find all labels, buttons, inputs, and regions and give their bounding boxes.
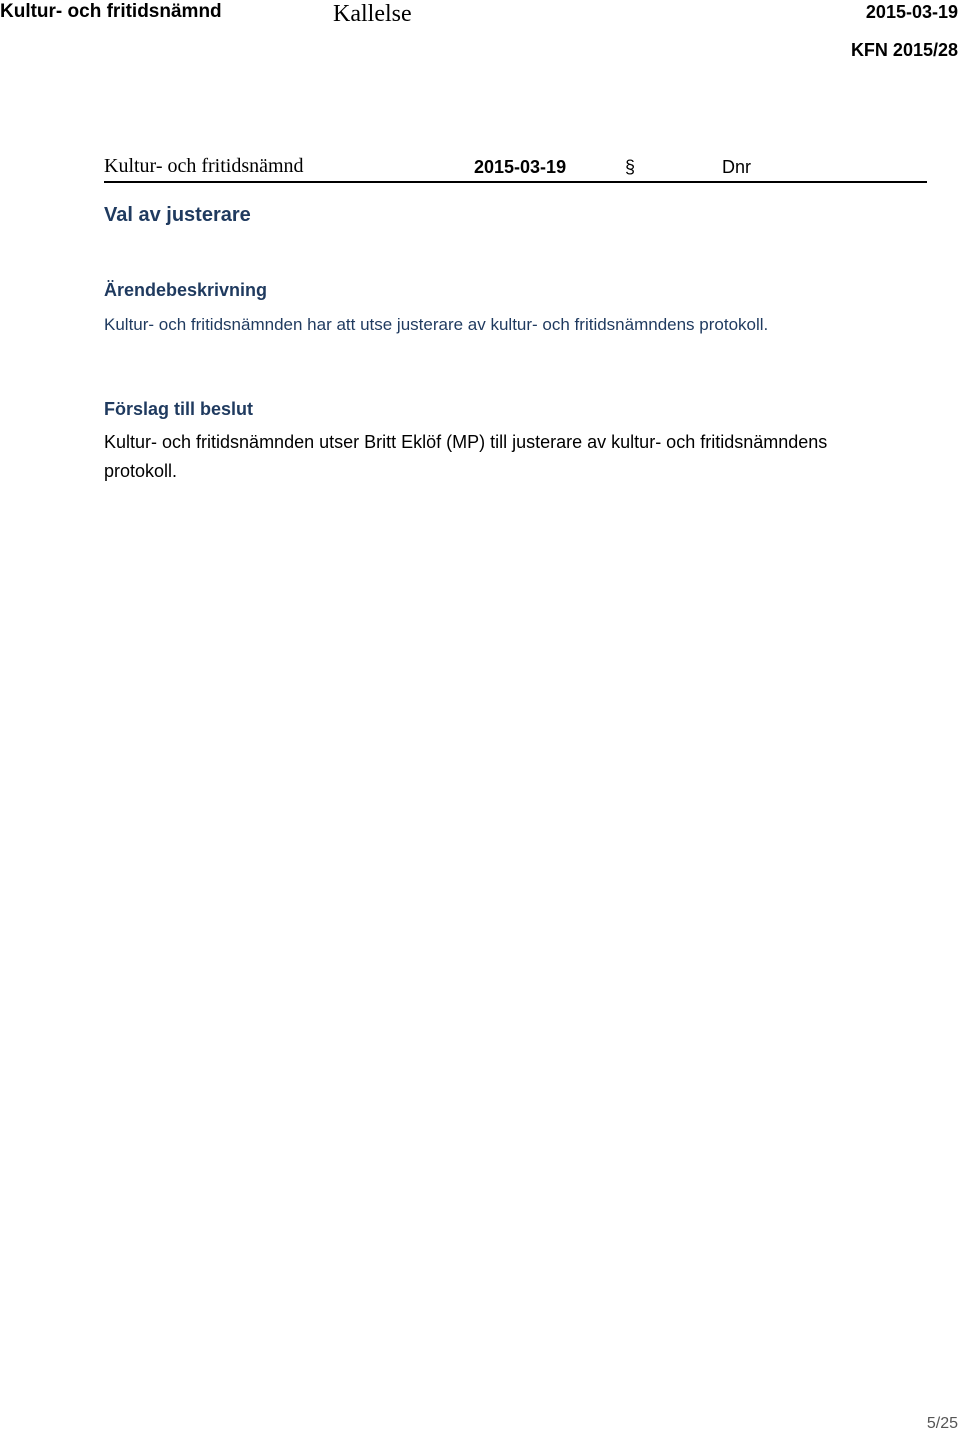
item-title: Val av justerare [104,204,251,226]
header-reference: KFN 2015/28 [850,40,958,60]
proposal-heading: Förslag till beslut [104,399,254,419]
section-date: 2015-03-19 [474,157,567,177]
description-text: Kultur- och fritidsnämnden har att utse justerare av kultur- och fritidsnämndens protokoll. [104,315,769,334]
section-organization: Kultur- och fritidsnämnd [104,155,304,177]
header-document-type: Kallelse [333,1,412,27]
header-date: 2015-03-19 [865,2,958,22]
dnr-label: Dnr [722,157,752,177]
header-organization: Kultur- och fritidsnämnd [0,1,222,22]
proposal-text: Kultur- och fritidsnämnden utser Britt Eklöf (MP) till justerare av kultur- och fritidsnämndens protokoll. [104,432,828,481]
page-number: 5/25 [926,1415,958,1432]
description-heading: Ärendebeskrivning [104,280,268,300]
paragraph-symbol: § [625,157,636,177]
section-header [104,152,927,183]
